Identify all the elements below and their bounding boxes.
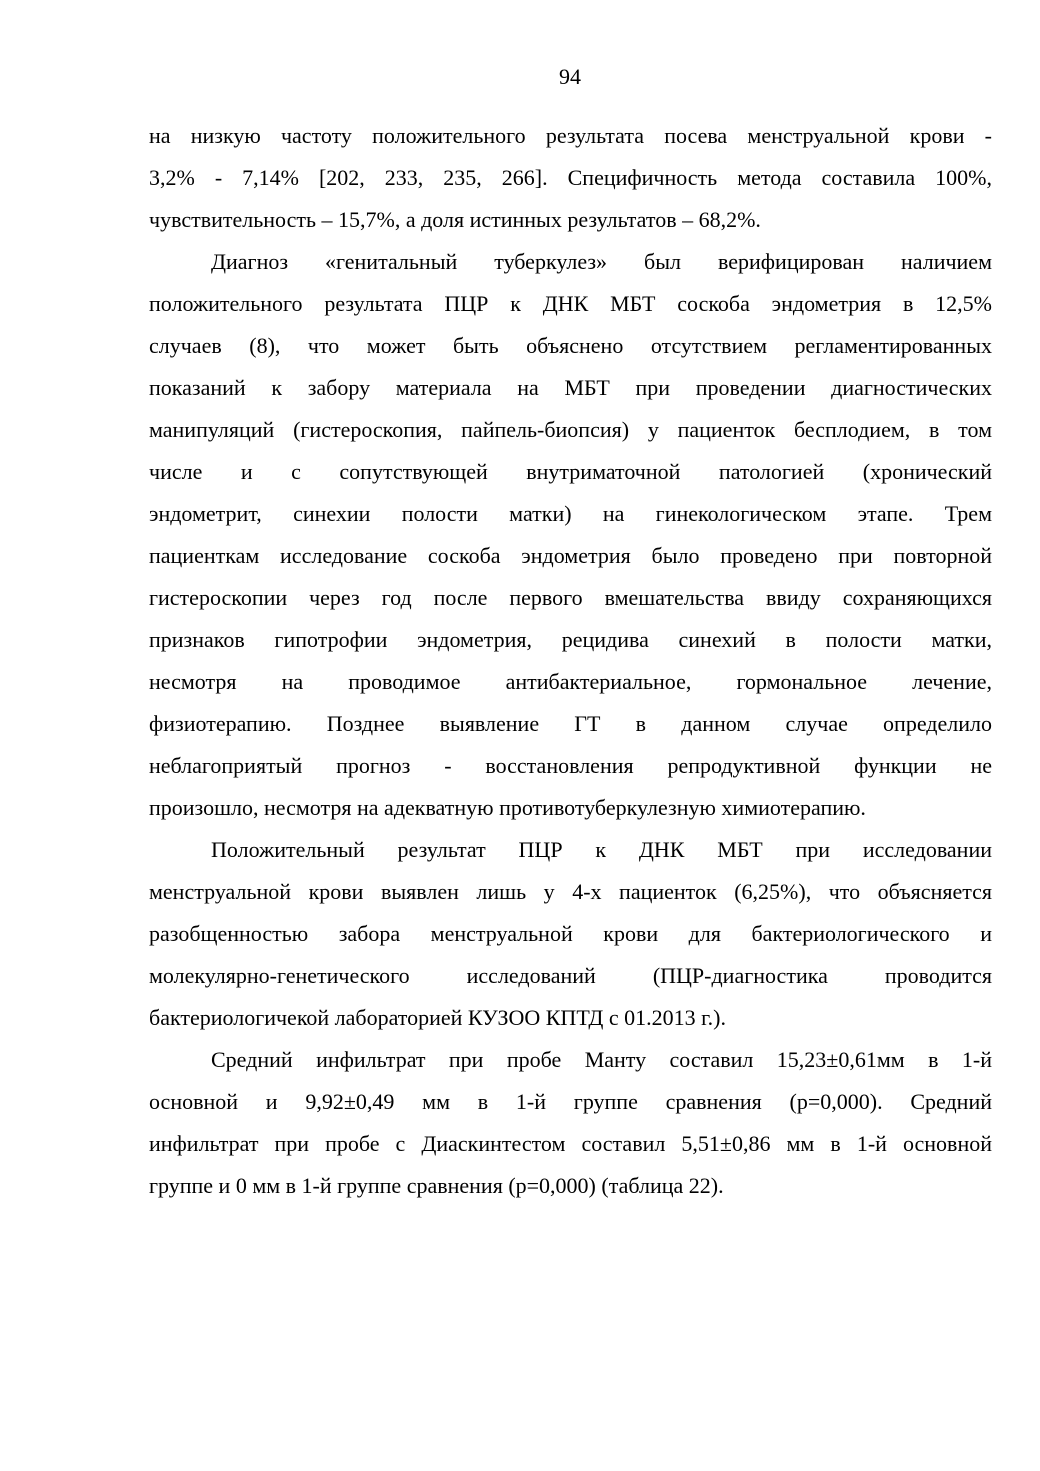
text-line: положительного результата ПЦР к ДНК МБТ соскоба эндометрия в 12,5% (149, 291, 992, 316)
text-line: пациенткам исследование соскоба эндометрия было проведено при повторной (149, 543, 992, 568)
text-line: разобщенностью забора менструальной крови для бактериологического и (149, 921, 992, 946)
paragraph (149, 241, 992, 829)
text-line: группе и 0 мм в 1-й группе сравнения (р=0,000) (таблица 22). (149, 1173, 724, 1198)
text-line: 3,2% - 7,14% [202, 233, 235, 266]. Специфичность метода составила 100%, (149, 165, 992, 190)
text-line: бактериологичекой лабораторией КУЗОО КПТД с 01.2013 г.). (149, 1005, 727, 1030)
text-line: числе и с сопутствующей внутриматочной патологией (хронический (149, 459, 992, 484)
paragraph (149, 1039, 992, 1207)
text-line: Положительный результат ПЦР к ДНК МБТ при исследовании (211, 837, 992, 862)
text-line: гистероскопии через год после первого вмешательства ввиду сохраняющихся (149, 585, 992, 610)
text-line: физиотерапию. Позднее выявление ГТ в данном случае определило (149, 711, 992, 736)
text-line: менструальной крови выявлен лишь у 4-х пациенток (6,25%), что объясняется (149, 879, 992, 904)
page-number: 94 (559, 64, 581, 89)
text-line: показаний к забору материала на МБТ при проведении диагностических (149, 375, 992, 400)
text-line: Средний инфильтрат при пробе Манту составил 15,23±0,61мм в 1-й (211, 1047, 992, 1072)
text-line: Диагноз «генитальный туберкулез» был верифицирован наличием (211, 249, 992, 274)
text-line: несмотря на проводимое антибактериальное, гормональное лечение, (149, 669, 992, 694)
page-body (149, 115, 992, 1207)
text-line: эндометрит, синехии полости матки) на гинекологическом этапе. Трем (149, 501, 992, 526)
text-line: чувствительность – 15,7%, а доля истинных результатов – 68,2%. (149, 207, 761, 232)
paragraph (149, 829, 992, 1039)
paragraph (149, 115, 992, 241)
text-line: произошло, несмотря на адекватную противотуберкулезную химиотерапию. (149, 795, 866, 820)
text-line: случаев (8), что может быть объяснено отсутствием регламентированных (149, 333, 992, 358)
text-line: неблагоприятый прогноз - восстановления репродуктивной функции не (149, 753, 992, 778)
text-line: основной и 9,92±0,49 мм в 1-й группе сравнения (р=0,000). Средний (149, 1089, 992, 1114)
text-line: инфильтрат при пробе с Диаскинтестом составил 5,51±0,86 мм в 1-й основной (149, 1131, 992, 1156)
text-line: на низкую частоту положительного результата посева менструальной крови - (149, 123, 992, 148)
text-line: манипуляций (гистероскопия, пайпель-биопсия) у пациенток бесплодием, в том (149, 417, 992, 442)
text-line: молекулярно-генетического исследований (ПЦР-диагностика проводится (149, 963, 992, 988)
text-line: признаков гипотрофии эндометрия, рецидива синехий в полости матки, (149, 627, 992, 652)
